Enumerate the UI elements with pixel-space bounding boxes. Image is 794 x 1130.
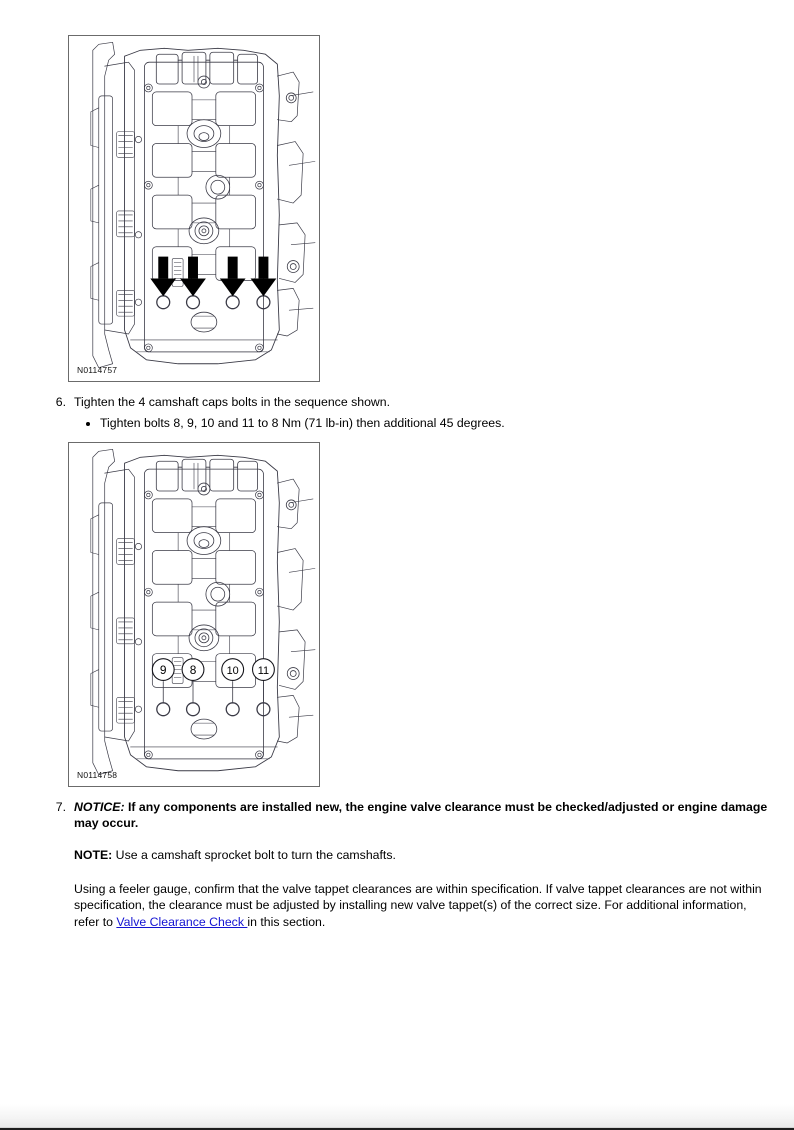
- svg-text:10: 10: [226, 665, 239, 678]
- page-footer-bar: [0, 1104, 794, 1130]
- figure-1-line-art: [69, 36, 319, 381]
- callout-11: [253, 659, 275, 681]
- callout-8: [182, 659, 204, 681]
- notice-label: NOTICE:: [74, 800, 125, 814]
- svg-text:11: 11: [257, 665, 270, 678]
- callout-10: [222, 659, 244, 681]
- step-6-bullet-list: [74, 416, 744, 432]
- figure-camshaft-cap-bolts-arrows: [68, 35, 320, 382]
- svg-text:9: 9: [159, 663, 167, 678]
- valve-clearance-paragraph: [74, 881, 774, 931]
- notice-block: [74, 800, 774, 831]
- figure-2-caption: N0114758: [77, 770, 118, 780]
- step-6-text: Tighten the 4 camshaft caps bolts in the sequence shown.: [74, 395, 391, 409]
- note-text: Use a camshaft sprocket bolt to turn the camshafts.: [112, 848, 396, 862]
- paragraph-text-after-link: in this section.: [247, 914, 326, 929]
- bolt-arrow-group: [150, 257, 276, 297]
- step-6-number: 6.: [55, 395, 66, 409]
- step-6-bullet-1: Tighten bolts 8, 9, 10 and 11 to 8 Nm (71 lb-in) then additional 45 degrees.: [74, 416, 744, 432]
- paragraph-text-before-link: Using a feeler gauge, confirm that the valve tappet clearances are within specification. If valve tappet clearances are not within specification, the clearance must be adjusted by installing new valve tappet(s) of the correct size. For additional information, refer to: [74, 881, 762, 929]
- note-label: NOTE:: [74, 848, 113, 862]
- figure-camshaft-cap-bolt-sequence: [68, 442, 320, 787]
- figure-1-caption: N0114757: [77, 365, 118, 375]
- step-7: [44, 800, 774, 930]
- notice-text: If any components are installed new, the engine valve clearance must be checked/adjusted or engine damage may occur.: [74, 800, 768, 830]
- figure-2-line-art: [69, 443, 319, 786]
- callout-bubbles: [152, 659, 274, 681]
- step-7-number: 7.: [55, 800, 66, 814]
- valve-clearance-check-link[interactable]: Valve Clearance Check: [116, 914, 248, 929]
- step-6: [44, 395, 744, 431]
- note-block: [74, 848, 774, 864]
- svg-text:8: 8: [189, 663, 197, 678]
- callout-9: [152, 659, 174, 681]
